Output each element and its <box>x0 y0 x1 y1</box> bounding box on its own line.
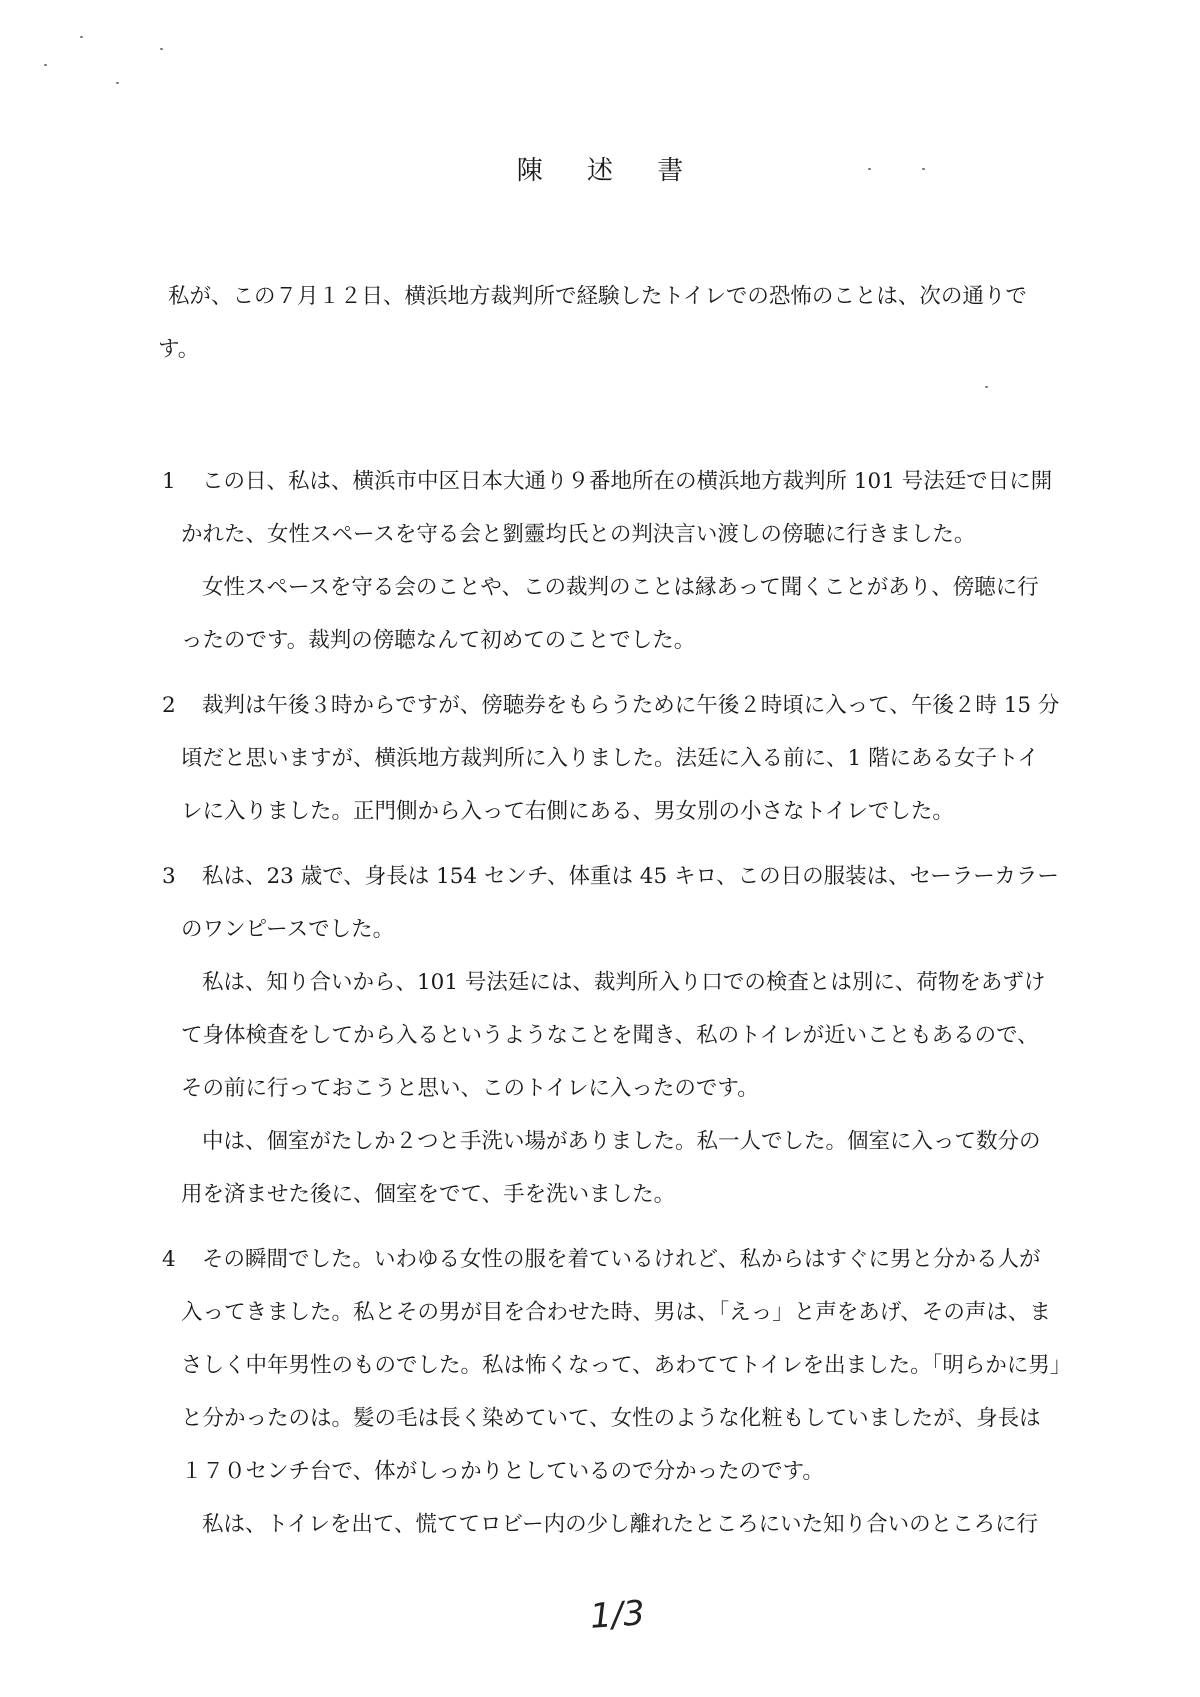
section-line: て身体検査をしてから入るというようなことを聞き、私のトイレが近いこともあるので、 <box>181 1023 1039 1048</box>
section-line: かれた、女性スペースを守る会と劉靈均氏との判決言い渡しの傍聴に行きました。 <box>181 522 976 547</box>
section-line: のワンピースでした。 <box>181 917 395 942</box>
scan-speck <box>44 64 47 66</box>
section-line: 入ってきました。私とその男が目を合わせた時、男は、「えっ」と声をあげ、その声は、ま <box>181 1300 1051 1325</box>
section-number: 1 <box>162 469 176 494</box>
scan-speck <box>160 48 163 50</box>
section-number: 4 <box>162 1247 176 1272</box>
section-line: 私は、知り合いから、101 号法廷には、裁判所入り口での検査とは別に、荷物をあずけ <box>202 970 1046 995</box>
section-number: 3 <box>162 864 176 889</box>
intro-line: す。 <box>158 337 200 362</box>
document-title: 陳 述 書 <box>516 156 702 186</box>
intro-line: 私が、この７月１２日、横浜地方裁判所で経験したトイレでの恐怖のことは、次の通りで <box>168 284 1027 309</box>
scan-speck <box>985 386 988 388</box>
section-line: 女性スペースを守る会のことや、この裁判のことは縁あって聞くことがあり、傍聴に行 <box>202 575 1039 600</box>
section-text: この日、私は、横浜市中区日本大通り９番地所在の横浜地方裁判所 101 号法廷で日に開 <box>202 469 1053 494</box>
section-line: 私は、トイレを出て、慌ててロビー内の少し離れたところにいた知り合いのところに行 <box>202 1512 1039 1537</box>
handwritten-page-number: 1/3 <box>588 1593 647 1637</box>
section-text: 私は、23 歳で、身長は 154 センチ、体重は 45 キロ、この日の服装は、セーラーカラー <box>202 864 1059 889</box>
section-line: さしく中年男性のものでした。私は怖くなって、あわててトイレを出ました。「明らかに男」 <box>181 1353 1072 1378</box>
section-number: 2 <box>162 693 176 718</box>
section-3-first-line <box>162 862 1059 892</box>
section-line: レに入りました。正門側から入って右側にある、男女別の小さなトイレでした。 <box>181 799 954 824</box>
section-2-first-line <box>162 691 1059 721</box>
scan-speck <box>116 82 119 84</box>
section-line: その前に行っておこうと思い、このトイレに入ったのです。 <box>181 1076 759 1101</box>
section-line: １７０センチ台で、体がしっかりとしているので分かったのです。 <box>181 1459 824 1484</box>
scan-speck <box>80 36 83 38</box>
section-1-first-line <box>162 467 1052 497</box>
section-4-first-line <box>162 1245 1041 1275</box>
section-text: 裁判は午後３時からですが、傍聴券をもらうために午後２時頃に入って、午後２時 15 分 <box>202 693 1060 718</box>
section-line: 用を済ませた後に、個室をでて、手を洗いました。 <box>181 1182 676 1207</box>
section-line: 頃だと思いますが、横浜地方裁判所に入りました。法廷に入る前に、1 階にある女子トイ <box>181 746 1039 771</box>
section-line: 中は、個室がたしか２つと手洗い場がありました。私一人でした。個室に入って数分の <box>202 1129 1041 1154</box>
section-line: ったのです。裁判の傍聴なんて初めてのことでした。 <box>181 628 696 653</box>
section-line: と分かったのは。髪の毛は長く染めていて、女性のような化粧もしていましたが、身長は <box>181 1406 1041 1431</box>
section-text: その瞬間でした。いわゆる女性の服を着ているけれど、私からはすぐに男と分かる人が <box>202 1247 1041 1272</box>
